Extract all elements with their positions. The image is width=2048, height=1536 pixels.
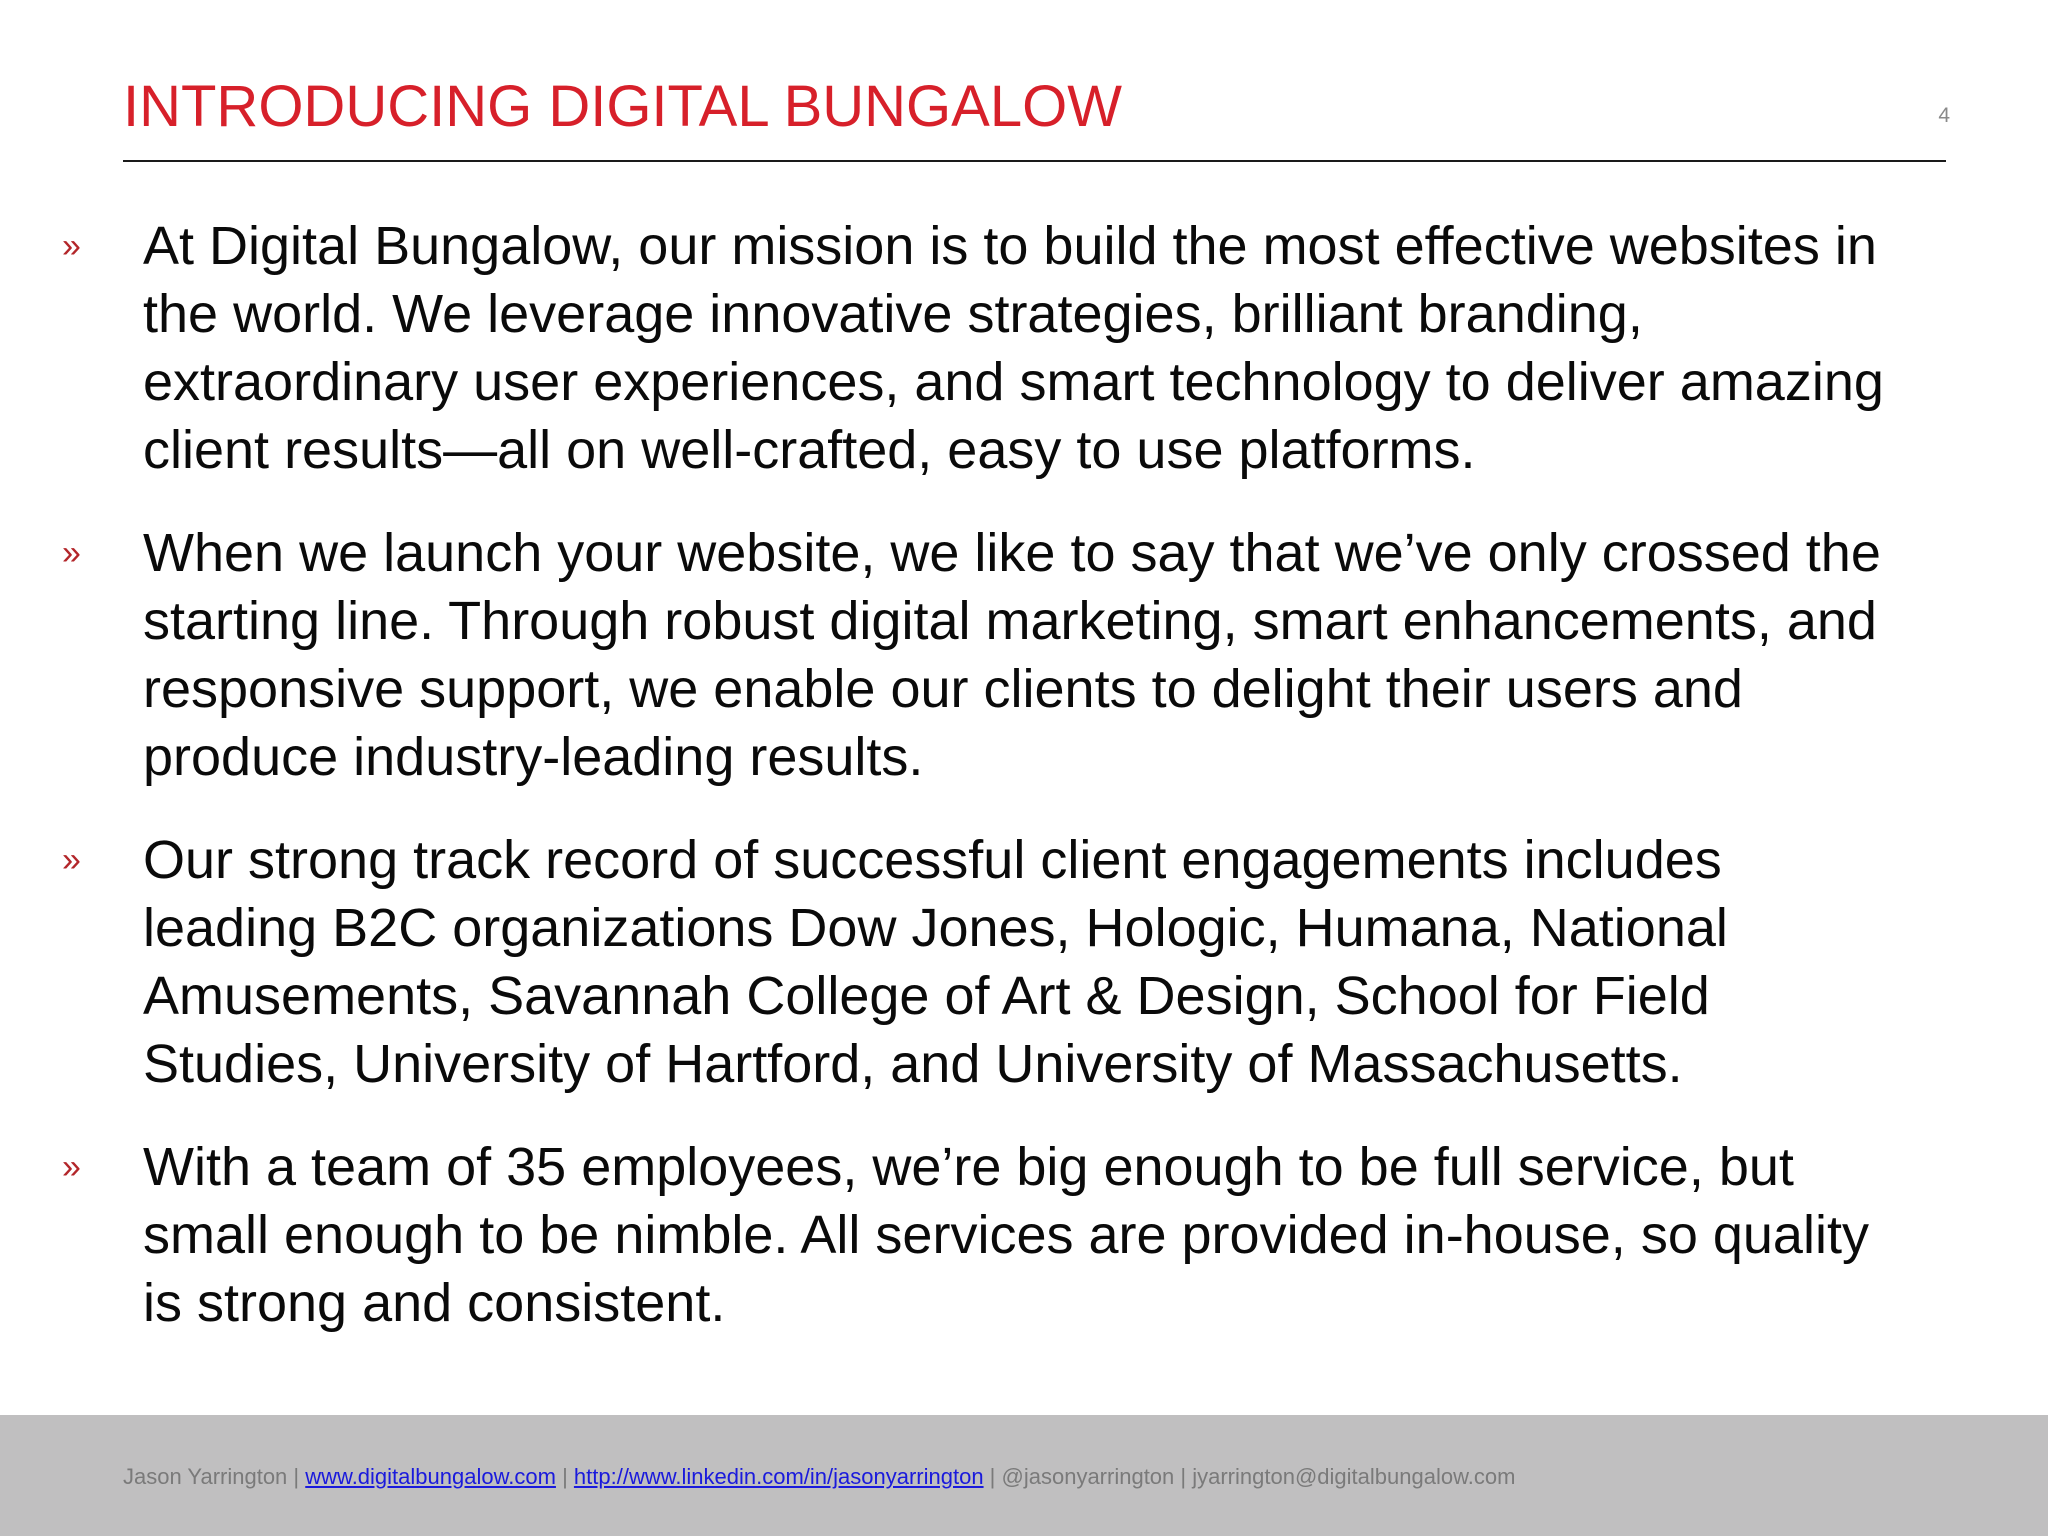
linkedin-link[interactable]: http://www.linkedin.com/in/jasonyarrington [573, 1464, 984, 1489]
bullet-line: small enough to be nimble. All services are provided in-house, so quality [143, 1205, 1869, 1265]
bullet-text [143, 519, 1973, 791]
bullet-marker-icon: » [62, 534, 81, 572]
footer-name: Jason Yarrington [123, 1464, 288, 1489]
bullet-line: responsive support, we enable our clients to delight their users and [143, 659, 1743, 719]
footer-contact [123, 1464, 1515, 1490]
bullet-line: produce industry-leading results. [143, 727, 924, 787]
email-address: jyarrington@digitalbungalow.com [1192, 1464, 1516, 1489]
twitter-handle: @jasonyarrington [1001, 1464, 1175, 1489]
bullet-line: is strong and consistent. [143, 1273, 726, 1333]
website-link[interactable]: www.digitalbungalow.com [305, 1464, 556, 1489]
bullet-line: With a team of 35 employees, we’re big enough to be full service, but [143, 1137, 1794, 1197]
footer-separator: | [287, 1464, 306, 1489]
bullet-marker-icon: » [62, 227, 81, 265]
footer-separator: | [555, 1464, 574, 1489]
bullet-text [143, 826, 1973, 1098]
bullet-line: At Digital Bungalow, our mission is to build the most effective websites in [143, 216, 1877, 276]
footer-separator: | [1174, 1464, 1193, 1489]
bullet-line: starting line. Through robust digital marketing, smart enhancements, and [143, 591, 1877, 651]
bullet-line: extraordinary user experiences, and smart technology to deliver amazing [143, 352, 1884, 412]
bullet-line: When we launch your website, we like to say that we’ve only crossed the [143, 523, 1881, 583]
page-number: 4 [1938, 104, 1950, 127]
title-divider [123, 160, 1946, 162]
bullet-text [143, 212, 1973, 484]
bullet-line: client results—all on well-crafted, easy to use platforms. [143, 420, 1476, 480]
bullet-text [143, 1133, 1973, 1337]
bullet-marker-icon: » [62, 1148, 81, 1186]
bullet-line: Our strong track record of successful client engagements includes [143, 830, 1722, 890]
bullet-line: Amusements, Savannah College of Art & Design, School for Field [143, 966, 1710, 1026]
bullet-marker-icon: » [62, 841, 81, 879]
footer-separator: | [983, 1464, 1002, 1489]
bullet-line: the world. We leverage innovative strategies, brilliant branding, [143, 284, 1643, 344]
slide-title: INTRODUCING DIGITAL BUNGALOW [123, 74, 1122, 139]
bullet-line: Studies, University of Hartford, and University of Massachusetts. [143, 1034, 1683, 1094]
bullet-line: leading B2C organizations Dow Jones, Hologic, Humana, National [143, 898, 1728, 958]
